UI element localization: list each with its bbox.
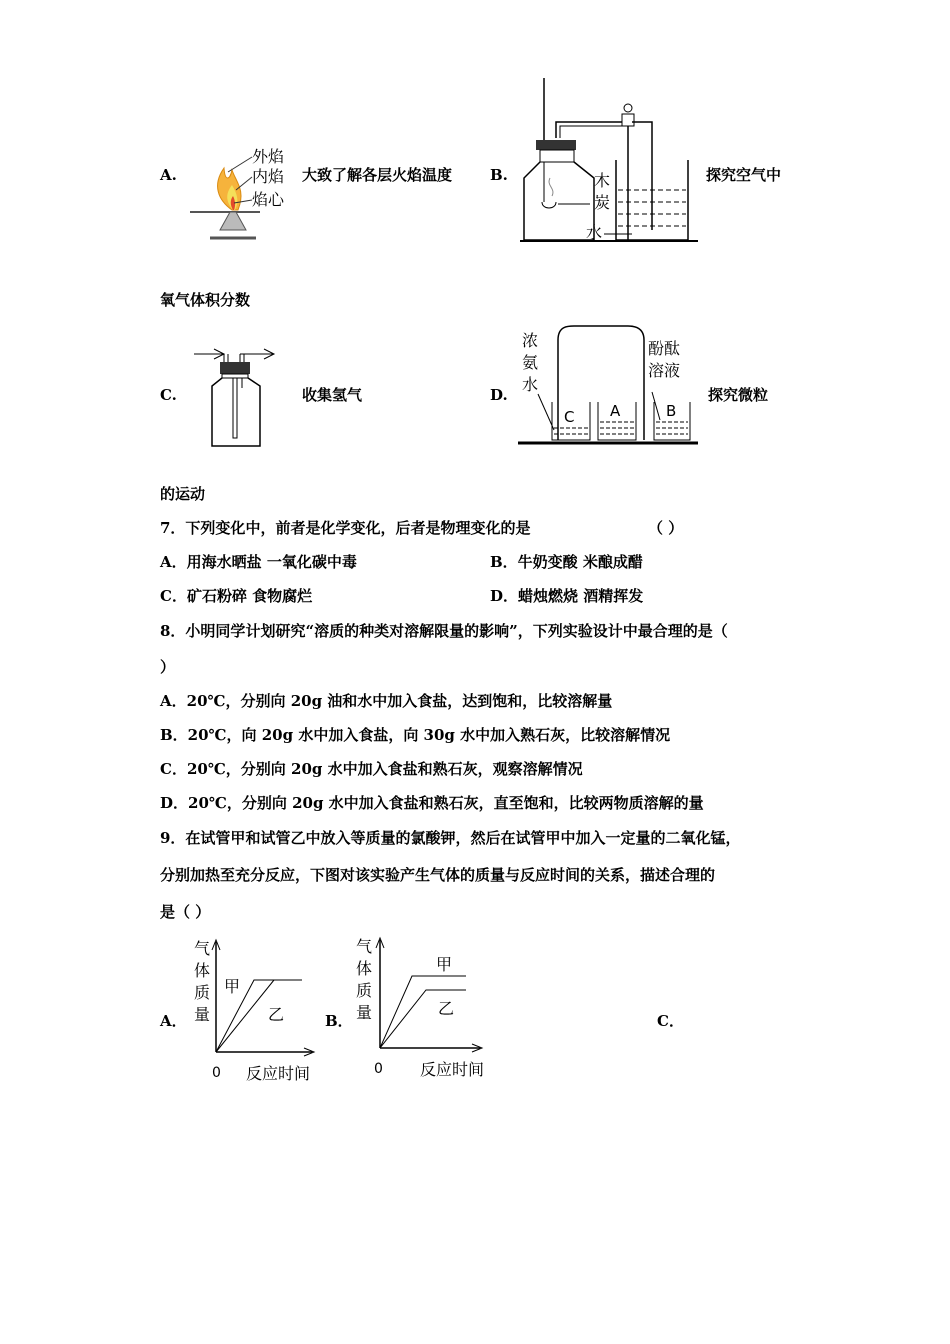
ammonia-label-3: 水 (522, 375, 539, 394)
graph-a-origin: 0 (212, 1065, 221, 1081)
q6-option-b-letter: B. (490, 166, 508, 184)
gas-bottle-diagram (190, 338, 280, 450)
graph-a-ylabel-4: 量 (194, 1005, 211, 1024)
q8-stem-end: ） (160, 658, 176, 676)
particle-motion-apparatus (518, 322, 698, 452)
ammonia-label-2: 氨 (522, 353, 539, 372)
graph-a-xlabel: 反应时间 (246, 1064, 311, 1083)
q6-option-b-text: 探究空气中 (706, 166, 782, 184)
flame-outer-label: 外焰 (252, 147, 285, 166)
graph-b-ylabel-4: 量 (356, 1003, 373, 1022)
q9-stem-line3: 是（ ） (160, 903, 211, 921)
graph-b-ylabel-2: 体 (356, 959, 373, 978)
graph-a-jia-label: 甲 (224, 977, 241, 996)
flame-diagram (180, 140, 300, 245)
q8-option-d: D．20℃，分别向 20g 水中加入食盐和熟石灰，直至饱和，比较两物质溶解的量 (160, 794, 704, 812)
q6-option-a-letter: A. (160, 166, 177, 184)
q6-option-c-text: 收集氢气 (302, 386, 363, 404)
q7-option-a: A．用海水晒盐 一氧化碳中毒 (160, 553, 357, 571)
q6-option-d-text: 探究微粒 (708, 386, 769, 404)
flame-core-label: 焰心 (252, 190, 285, 209)
q6-option-d-letter: D. (490, 386, 508, 404)
graph-b-jia-label: 甲 (436, 955, 453, 974)
q6-option-c-letter: C. (160, 386, 177, 404)
q9-stem-line2: 分别加热至充分反应，下图对该实验产生气体的质量与反应时间的关系，描述合理的 (160, 866, 716, 884)
q6-option-b-continuation: 氧气体积分数 (160, 291, 251, 309)
q8-option-c: C．20℃，分别向 20g 水中加入食盐和熟石灰，观察溶解情况 (160, 760, 583, 778)
flame-inner-label: 内焰 (252, 167, 285, 186)
graph-b-yi-label: 乙 (438, 999, 455, 1018)
q8-option-b: B．20℃，向 20g 水中加入食盐，向 30g 水中加入熟石灰，比较溶解情况 (160, 726, 671, 744)
charcoal-label-1: 木 (594, 171, 611, 190)
q9-option-a-letter: A． (160, 1012, 187, 1030)
q7-answer-paren: （ ） (648, 519, 684, 537)
graph-b-origin: 0 (374, 1061, 383, 1077)
phenolphthalein-label-2: 溶液 (648, 361, 681, 380)
q7-option-c: C．矿石粉碎 食物腐烂 (160, 587, 313, 605)
q9-option-b-letter: B． (325, 1012, 353, 1030)
graph-a-ylabel-2: 体 (194, 961, 211, 980)
q8-stem: 8．小明同学计划研究“溶质的种类对溶解限量的影响”，下列实验设计中最合理的是（ (160, 622, 728, 640)
q7-stem: 7．下列变化中，前者是化学变化，后者是物理变化的是 (160, 519, 531, 537)
beaker-a-label: A (610, 402, 621, 420)
q6-option-d-continuation: 的运动 (160, 485, 206, 503)
q7-option-d: D．蜡烛燃烧 酒精挥发 (490, 587, 644, 605)
graph-a-ylabel-1: 气 (194, 939, 211, 958)
graph-b-ylabel-3: 质 (356, 981, 373, 1000)
air-oxygen-apparatus (520, 78, 700, 246)
beaker-c-label: C (564, 408, 575, 426)
graph-a-ylabel-3: 质 (194, 983, 211, 1002)
charcoal-label-2: 炭 (594, 193, 611, 212)
ammonia-label-1: 浓 (522, 331, 539, 350)
beaker-b-label: B (666, 402, 677, 420)
q7-option-b: B．牛奶变酸 米酿成醋 (490, 553, 643, 571)
q8-option-a: A．20℃，分别向 20g 油和水中加入食盐，达到饱和，比较溶解量 (160, 692, 613, 710)
q9-graph-a (188, 934, 323, 1086)
water-label: 水 (586, 223, 603, 242)
q6-option-a-text: 大致了解各层火焰温度 (302, 166, 453, 184)
graph-b-xlabel: 反应时间 (420, 1060, 485, 1079)
q9-graph-b (352, 932, 492, 1082)
phenolphthalein-label-1: 酚酞 (648, 339, 681, 358)
q9-stem-line1: 9．在试管甲和试管乙中放入等质量的氯酸钾，然后在试管甲中加入一定量的二氧化锰， (160, 829, 741, 847)
q9-option-c-letter: C． (657, 1012, 684, 1030)
graph-a-yi-label: 乙 (268, 1005, 285, 1024)
graph-b-ylabel-1: 气 (356, 937, 373, 956)
